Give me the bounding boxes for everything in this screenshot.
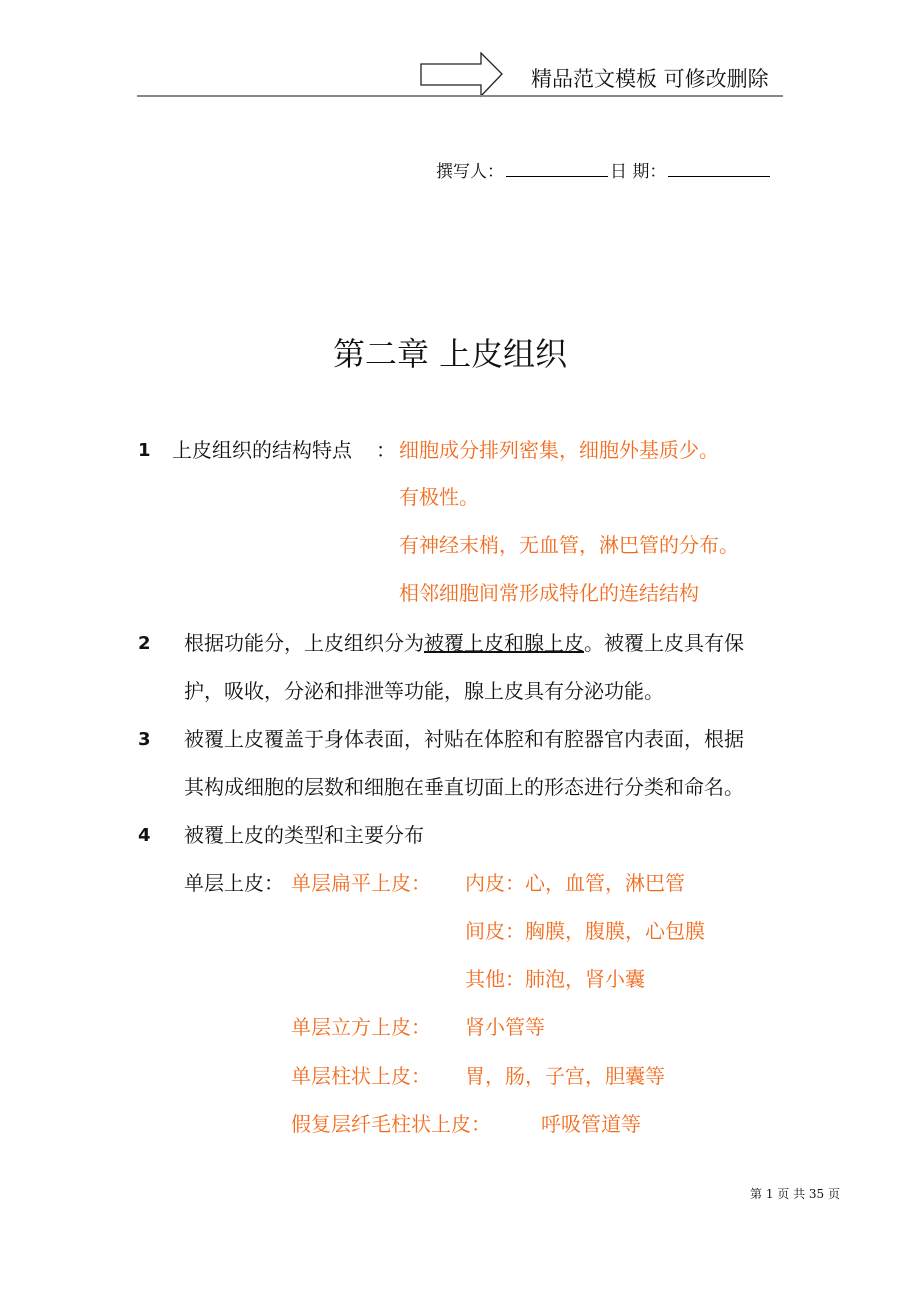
point: 有极性。 — [399, 485, 479, 509]
text: 根据功能分，上皮组织分为 — [184, 631, 424, 655]
type-dist: 肾小管等 — [465, 1015, 545, 1039]
item-colon: ： — [376, 438, 396, 462]
author-label: 撰写人： — [436, 162, 504, 182]
point: 细胞成分排列密集，细胞外基质少。 — [399, 438, 719, 462]
item-label: 上皮组织的结构特点 — [172, 438, 352, 462]
item-text — [184, 631, 744, 655]
type-dist: 其他：肺泡，肾小囊 — [465, 967, 645, 991]
term: 腺上皮 — [524, 631, 584, 655]
page-title: 第二章 上皮组织 — [333, 335, 568, 373]
type-dist: 间皮：胸膜，腹膜，心包膜 — [465, 919, 705, 943]
item-number: 1 — [138, 440, 151, 461]
type-name: 单层柱状上皮： — [291, 1064, 431, 1088]
type-dist: 内皮：心，血管，淋巴管 — [465, 871, 685, 895]
type-name: 假复层纤毛柱状上皮： — [291, 1112, 491, 1136]
point: 相邻细胞间常形成特化的连结结构 — [399, 581, 699, 605]
item-number: 3 — [138, 729, 151, 750]
author-date-line — [436, 160, 772, 184]
item-text: 其构成细胞的层数和细胞在垂直切面上的形态进行分类和命名。 — [184, 775, 744, 799]
point: 有神经末梢，无血管，淋巴管的分布。 — [399, 533, 739, 557]
text: 。被覆上皮具有保 — [584, 631, 744, 655]
item-number: 4 — [138, 825, 151, 846]
author-field[interactable] — [506, 160, 608, 177]
type-dist: 呼吸管道等 — [541, 1112, 641, 1136]
date-field[interactable] — [668, 160, 770, 177]
header-banner: 精品范文模板 可修改删除 — [531, 67, 769, 91]
item-text: 护，吸收，分泌和排泄等功能，腺上皮具有分泌功能。 — [184, 679, 664, 703]
page-number: 第 1 页 共 35 页 — [750, 1187, 840, 1201]
type-name: 单层扁平上皮： — [291, 871, 431, 895]
type-name: 单层立方上皮： — [291, 1015, 431, 1039]
item-text: 被覆上皮的类型和主要分布 — [184, 823, 424, 847]
term: 被覆上皮 — [424, 631, 504, 655]
date-label: 日 期： — [610, 162, 667, 182]
arrow-icon — [420, 52, 504, 98]
text: 和 — [504, 631, 524, 655]
group-label: 单层上皮： — [184, 871, 284, 895]
item-text: 被覆上皮覆盖于身体表面，衬贴在体腔和有腔器官内表面，根据 — [184, 727, 744, 751]
header-rule — [137, 95, 783, 97]
item-number: 2 — [138, 633, 151, 654]
type-dist: 胃，肠，子宫，胆囊等 — [465, 1064, 665, 1088]
